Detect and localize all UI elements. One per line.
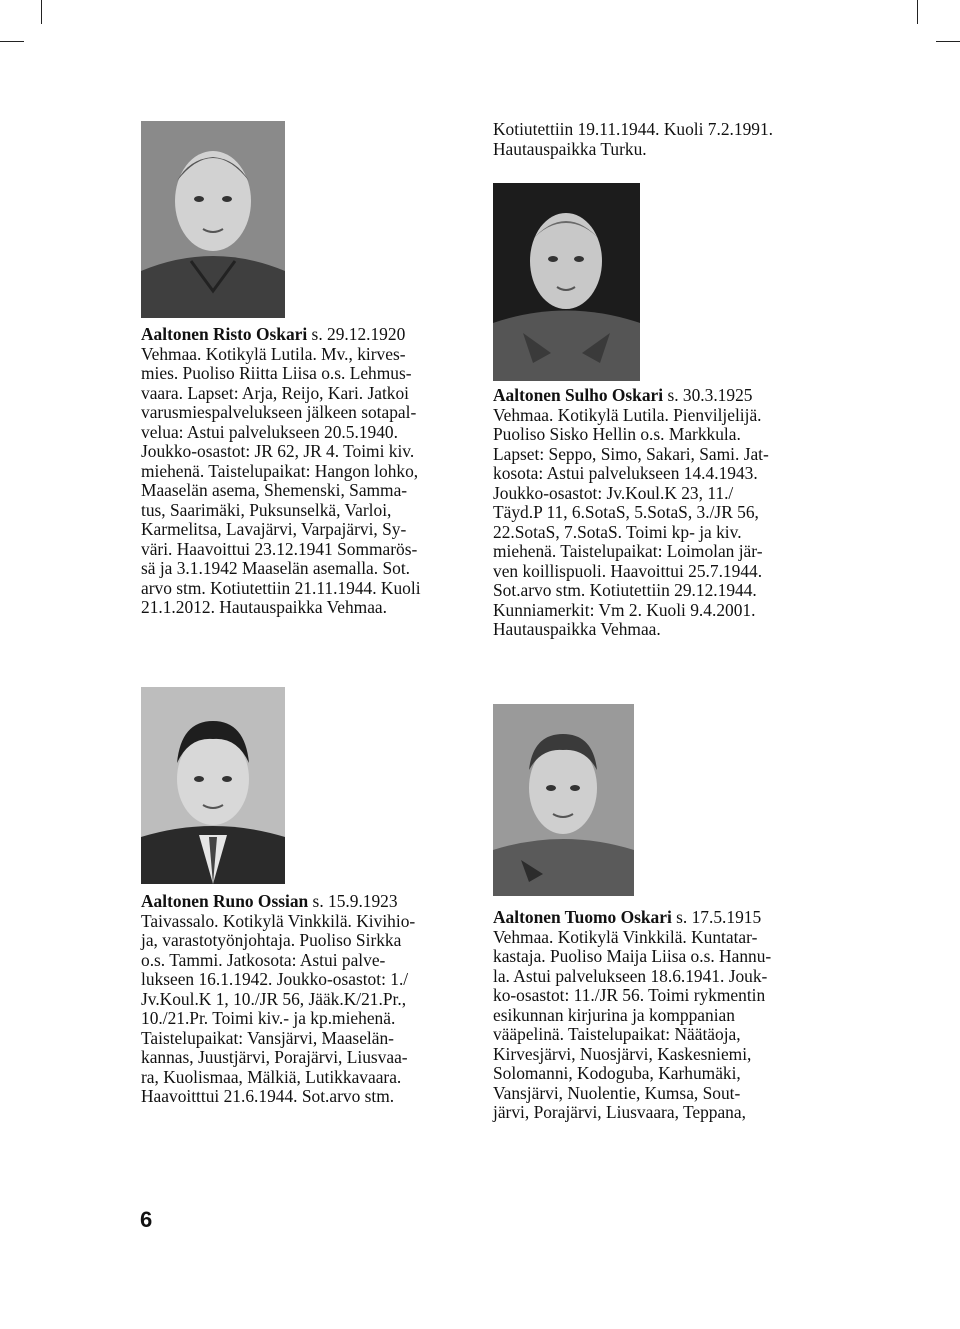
text-line: Hautauspaikka Turku. xyxy=(493,138,647,159)
text-line: ko-osastot: 11./JR 56. Toimi rykmentin xyxy=(493,985,766,1005)
bio-first-line xyxy=(493,908,771,928)
text-line: kastaja. Puoliso Maija Liisa o.s. Hannu- xyxy=(493,946,772,966)
person-name: Aaltonen Sulho Oskari xyxy=(493,385,664,405)
bio-first-line xyxy=(493,386,769,406)
bio-runo xyxy=(141,892,415,1107)
portrait-photo-risto xyxy=(141,121,285,318)
text-line: Vehmaa. Kotikylä Lutila. Pienviljelijä. xyxy=(493,404,762,425)
bio-sulho xyxy=(493,386,769,640)
text-line: Jv.Koul.K 1, 10./JR 56, Jääk.K/21.Pr., xyxy=(141,988,407,1009)
text-line: Kirvesjärvi, Nuosjärvi, Kaskesniemi, xyxy=(493,1043,752,1064)
person-name: Aaltonen Risto Oskari xyxy=(141,324,308,344)
text-line: la. Astui palvelukseen 18.6.1941. Jouk- xyxy=(493,965,768,986)
text-line: o.s. Tammi. Jatkosota: Astui palve- xyxy=(141,949,386,970)
text-line: väri. Haavoittui 23.12.1941 Sommarös- xyxy=(141,538,418,559)
bio-first-line xyxy=(141,325,421,345)
text-line: 22.SotaS, 7.SotaS. Toimi kp- ja kiv. xyxy=(493,521,742,542)
text-line: Puoliso Sisko Hellin o.s. Markkula. xyxy=(493,424,741,444)
bio-first-line xyxy=(141,892,415,912)
text-line: lukseen 16.1.1942. Joukko-osastot: 1./ xyxy=(141,969,409,989)
text-line: miehenä. Taistelupaikat: Hangon lohko, xyxy=(141,460,419,481)
bio-risto xyxy=(141,325,421,618)
text-line: Vehmaa. Kotikylä Vinkkilä. Kuntatar- xyxy=(493,926,758,947)
text-line: vaara. Lapset: Arja, Reijo, Kari. Jatkoi xyxy=(141,382,410,403)
text-line: esikunnan kirjurina ja komppanian xyxy=(493,1004,735,1025)
birth-date: s. 15.9.1923 xyxy=(308,891,398,911)
text-line: Joukko-osastot: Jv.Koul.K 23, 11./ xyxy=(493,482,734,503)
page-number: 6 xyxy=(140,1207,153,1232)
text-line: ven koillispuoli. Haavoittui 25.7.1944. xyxy=(493,560,763,581)
text-line: ja, varastotyönjohtaja. Puoliso Sirkka xyxy=(141,930,402,950)
crop-mark xyxy=(917,0,918,24)
person-name: Aaltonen Tuomo Oskari xyxy=(493,907,672,927)
text-line: Vehmaa. Kotikylä Lutila. Mv., kirves- xyxy=(141,343,406,364)
text-line: 10./21.Pr. Toimi kiv.- ja kp.miehenä. xyxy=(141,1008,396,1028)
text-line: Maaselän asema, Shemenski, Samma- xyxy=(141,480,408,500)
text-line: Taivassalo. Kotikylä Vinkkilä. Kivihio- xyxy=(141,910,416,931)
text-line: kannas, Juustjärvi, Porajärvi, Liusvaa- xyxy=(141,1047,408,1067)
text-line: Kotiutettiin 19.11.1944. Kuoli 7.2.1991. xyxy=(493,119,774,139)
text-line: vääpelinä. Taistelupaikat: Näätäoja, xyxy=(493,1024,741,1044)
text-line: Sot.arvo stm. Kotiutettiin 29.12.1944. xyxy=(493,580,757,600)
text-line: Kunniamerkit: Vm 2. Kuoli 9.4.2001. xyxy=(493,599,756,620)
text-line: mies. Puoliso Riitta Liisa o.s. Lehmus- xyxy=(141,363,412,383)
text-line: Karmelitsa, Lavajärvi, Varpajärvi, Sy- xyxy=(141,519,407,539)
crop-mark xyxy=(936,41,960,42)
portrait-photo-tuomo xyxy=(493,704,634,896)
text-line: järvi, Porajärvi, Liusvaara, Teppana, xyxy=(493,1102,746,1122)
birth-date: s. 17.5.1915 xyxy=(671,907,762,927)
text-line: arvo stm. Kotiutettiin 21.11.1944. Kuoli xyxy=(141,577,421,598)
bio-tuomo xyxy=(493,908,771,1123)
text-line: sä ja 3.1.1942 Maaselän asemalla. Sot. xyxy=(141,558,411,578)
text-line: Lapset: Seppo, Simo, Sakari, Sami. Jat- xyxy=(493,443,769,464)
text-line: Taistelupaikat: Vansjärvi, Maaselän- xyxy=(141,1027,394,1048)
text-line: Hautauspaikka Vehmaa. xyxy=(493,619,661,639)
text-line: 21.1.2012. Hautauspaikka Vehmaa. xyxy=(141,597,387,617)
text-line: tus, Saarimäki, Puksunselkä, Varloi, xyxy=(141,499,392,520)
person-name: Aaltonen Runo Ossian xyxy=(141,891,309,911)
birth-date: s. 30.3.1925 xyxy=(663,385,753,405)
continuation-text xyxy=(493,120,773,159)
text-line: Haavoitttui 21.6.1944. Sot.arvo stm. xyxy=(141,1086,395,1106)
text-line: velua: Astui palvelukseen 20.5.1940. xyxy=(141,421,398,442)
text-line: ra, Kuolismaa, Mälkiä, Lutikkavaara. xyxy=(141,1066,402,1087)
text-line: kosota: Astui palvelukseen 14.4.1943. xyxy=(493,463,758,483)
text-line: Täyd.P 11, 6.SotaS, 5.SotaS, 3./JR 56, xyxy=(493,502,759,522)
text-line: Vansjärvi, Nuolentie, Kumsa, Sout- xyxy=(493,1082,741,1103)
text-line: miehenä. Taistelupaikat: Loimolan jär- xyxy=(493,541,763,561)
portrait-photo-runo xyxy=(141,687,285,884)
text-line: Joukko-osastot: JR 62, JR 4. Toimi kiv. xyxy=(141,441,415,461)
crop-mark xyxy=(41,0,42,24)
text-line: varusmiespalvelukseen jälkeen sotapal- xyxy=(141,402,417,422)
birth-date: s. 29.12.1920 xyxy=(307,324,406,344)
text-line: Solomanni, Kodoguba, Karhumäki, xyxy=(493,1063,741,1083)
crop-mark xyxy=(0,41,24,42)
portrait-photo-sulho xyxy=(493,183,640,381)
